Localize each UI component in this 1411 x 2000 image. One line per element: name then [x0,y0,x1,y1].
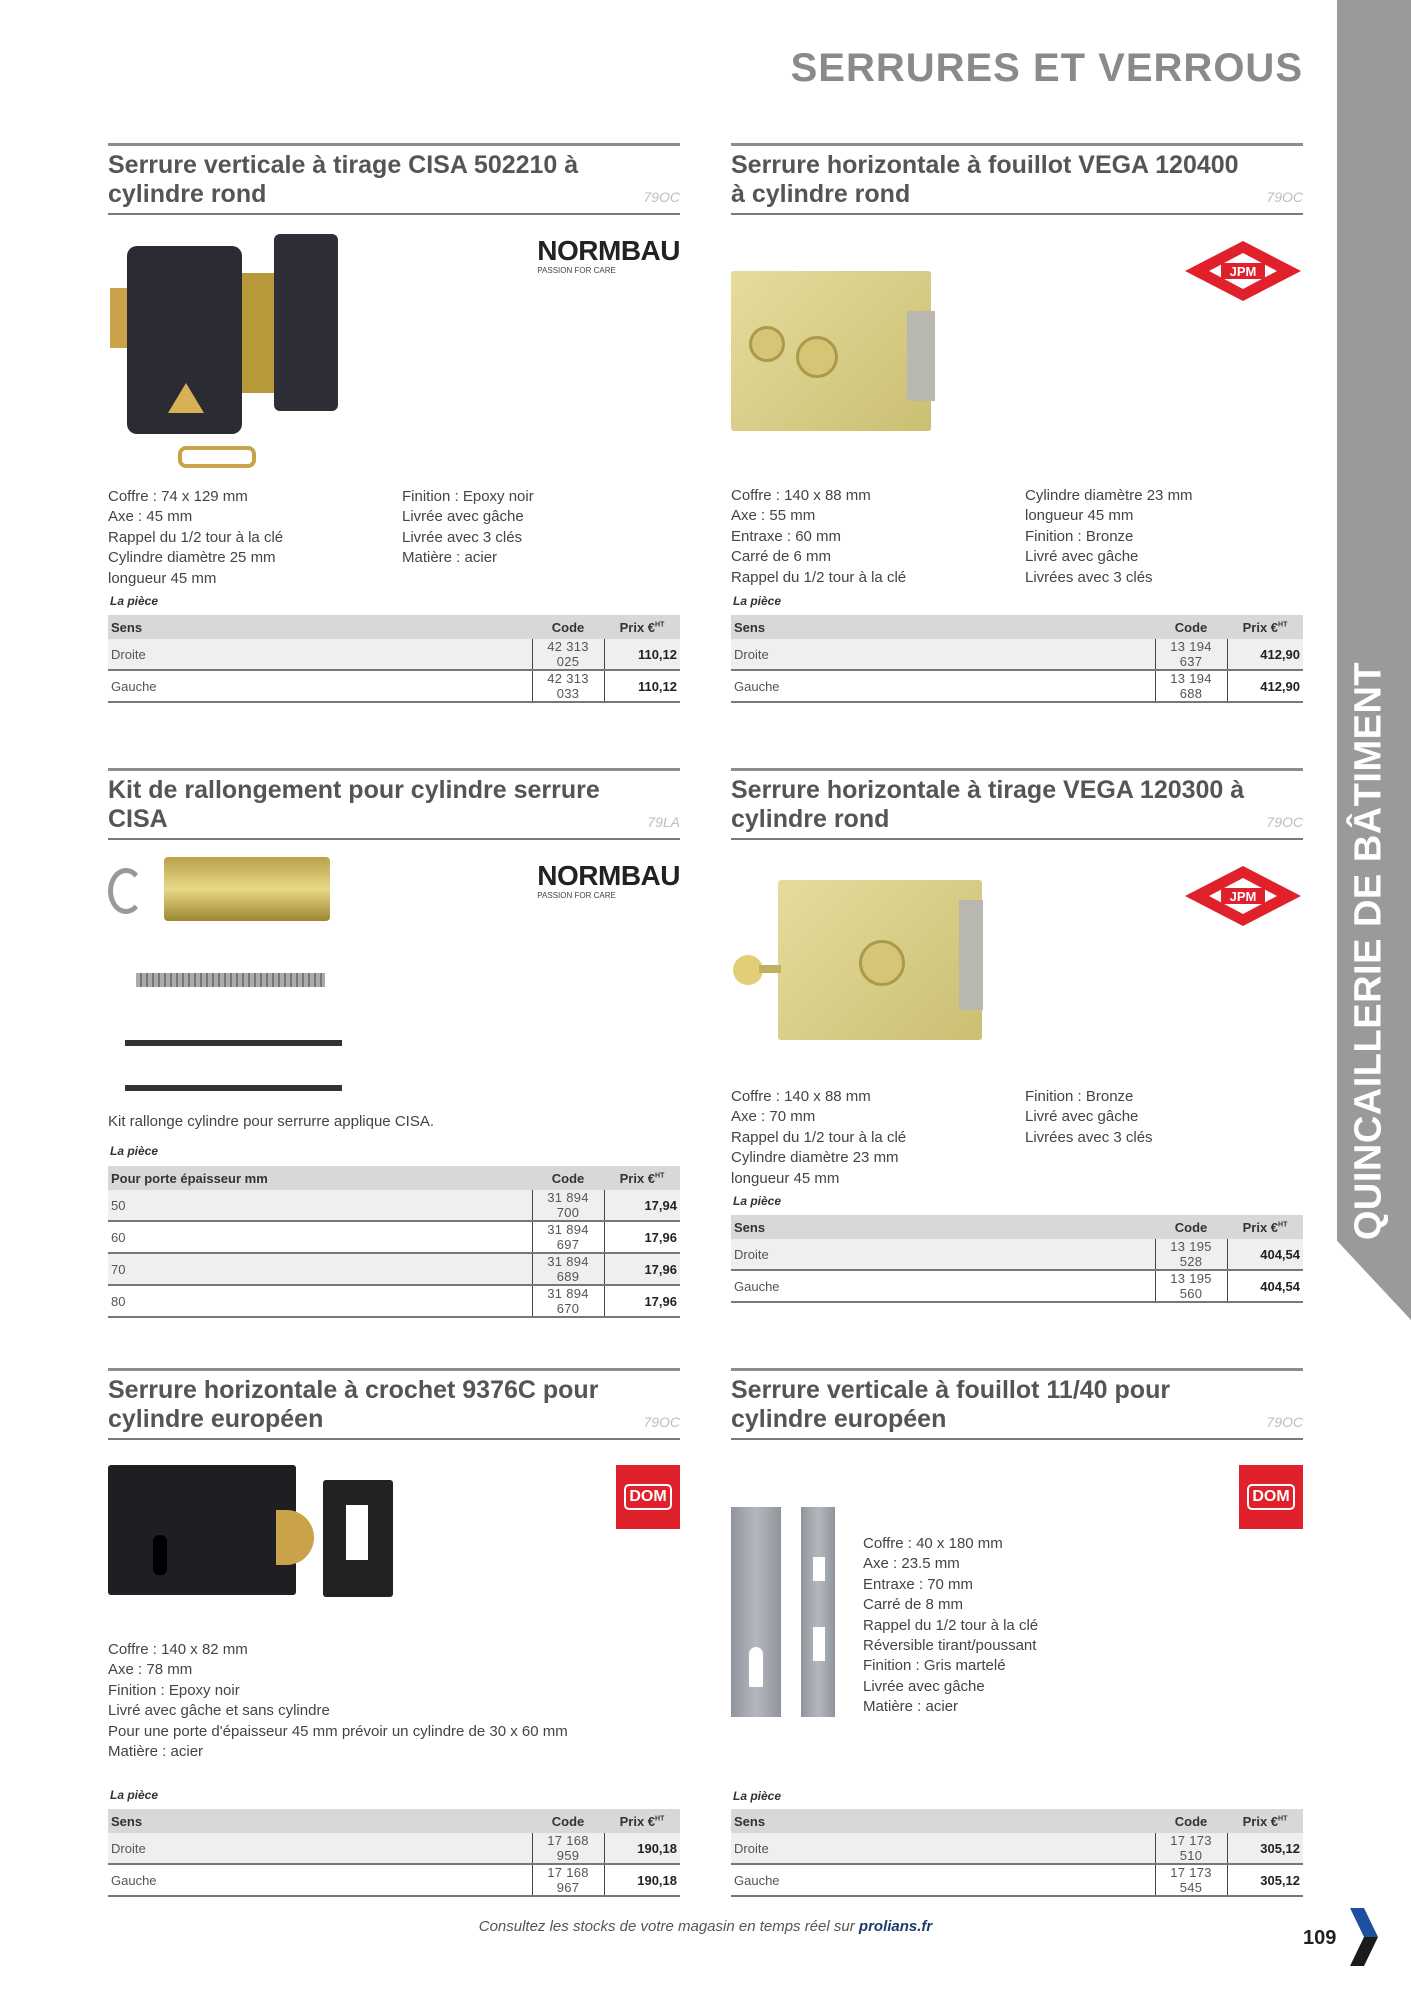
spec-list [1025,1087,1153,1148]
price-header-label: Prix € [1242,619,1279,635]
divider [108,143,680,146]
unit-label: La pièce [733,594,782,608]
column-header-price [604,1809,680,1833]
divider [108,1438,680,1440]
spec-line: Livré avec gâche [1025,1108,1139,1126]
table-header [731,615,1303,639]
table-row[interactable] [731,1270,1303,1302]
divider [731,1438,1303,1440]
brand-logo-jpm [1183,239,1303,303]
table-row[interactable] [108,1285,680,1317]
table-row[interactable] [731,1864,1303,1896]
cell-label: Gauche [108,670,532,702]
cell-code: 31 894 670 [532,1285,604,1317]
spec-line: Axe : 23.5 mm [863,1555,960,1573]
column-header-price [604,615,680,639]
cell-code: 42 313 025 [532,639,604,670]
spec-line: Cylindre diamètre 23 mm [731,1149,899,1167]
cell-price: 110,12 [604,670,680,702]
spec-line: Coffre : 140 x 82 mm [108,1641,248,1658]
cell-price: 404,54 [1227,1270,1303,1302]
column-header-price [1227,1809,1303,1833]
price-header-label: Prix € [1242,1219,1279,1235]
cell-label: 60 [108,1221,532,1253]
column-header-price [604,1166,680,1190]
product-panel [731,143,1303,703]
price-table [108,1166,680,1318]
spec-line: Livrée avec 3 clés [402,528,523,546]
cell-label: Gauche [108,1864,532,1896]
cell-label: Gauche [731,1864,1155,1896]
spec-line: Cylindre diamètre 25 mm [108,549,276,567]
column-header-label: Pour porte épaisseur mm [108,1166,532,1190]
spec-line: Rappel du 1/2 tour à la clé [108,528,284,546]
spec-list [731,486,906,588]
column-header-label: Sens [108,1809,532,1833]
product-panel [731,768,1303,1328]
cell-label: Droite [731,639,1155,670]
cell-label: 50 [108,1190,532,1221]
spec-line: Finition : Epoxy noir [402,488,534,505]
cell-price: 17,96 [604,1285,680,1317]
table-row[interactable] [108,1864,680,1896]
spec-line: Coffre : 140 x 88 mm [731,1088,871,1105]
cell-price: 412,90 [1227,639,1303,670]
divider [731,838,1303,840]
price-header-ht: HT [655,1172,665,1180]
divider [108,213,680,215]
cell-code: 13 194 688 [1155,670,1227,702]
side-category-label: QUINCAILLERIE DE BÂTIMENT [1347,661,1390,1241]
cell-label: Droite [108,1833,532,1864]
cell-code: 13 194 637 [1155,639,1227,670]
brand-logo-dom: DOM [616,1465,680,1529]
divider [731,143,1303,146]
price-table [731,615,1303,703]
product-ref: 79OC [643,189,680,205]
column-header-label: Sens [731,1809,1155,1833]
column-header-code: Code [532,615,604,639]
cell-price: 305,12 [1227,1833,1303,1864]
svg-text:JPM: JPM [1229,889,1257,904]
product-ref: 79OC [1266,189,1303,205]
product-image-lock [108,1465,398,1605]
brand-logo-dom: DOM [1239,1465,1303,1529]
spec-line: Kit rallonge cylindre pour serrurre applique CISA. [108,1113,434,1130]
unit-label: La pièce [110,594,159,608]
spec-line: longueur 45 mm [108,569,217,587]
spec-line: Livrées avec 3 clés [1025,568,1153,586]
product-image-lock [108,233,348,463]
spec-list [108,1640,568,1762]
product-panel [731,1368,1303,1928]
column-header-label: Sens [108,615,532,639]
page-number: 109 [1303,1927,1337,1949]
brand-logo-jpm [1183,864,1303,928]
price-header-label: Prix € [619,1170,656,1186]
column-header-label: Sens [731,1215,1155,1239]
table-row[interactable] [108,1833,680,1864]
product-ref: 79LA [647,814,680,830]
product-panel [108,143,680,703]
cell-label: Gauche [731,670,1155,702]
product-ref: 79OC [643,1414,680,1430]
footer-text: Consultez les stocks de votre magasin en temps réel sur [478,1918,859,1935]
brand-logo-normbau: NORMBAU PASSION FOR CARE [537,860,680,900]
cell-label: 70 [108,1253,532,1285]
cell-code: 17 168 959 [532,1833,604,1864]
table-row[interactable] [731,639,1303,670]
price-header-ht: HT [1278,621,1288,629]
product-panel [108,768,680,1328]
table-row[interactable] [108,639,680,670]
cell-price: 17,96 [604,1253,680,1285]
cell-price: 190,18 [604,1833,680,1864]
price-header-label: Prix € [1242,1813,1279,1829]
spec-line: Entraxe : 60 mm [731,527,842,545]
divider [108,768,680,771]
product-panel [108,1368,680,1928]
price-header-ht: HT [1278,1815,1288,1823]
spec-line: Livré avec gâche et sans cylindre [108,1702,330,1720]
cell-code: 17 173 545 [1155,1864,1227,1896]
column-header-code: Code [532,1166,604,1190]
cell-code: 42 313 033 [532,670,604,702]
table-header [108,1809,680,1833]
cell-code: 17 173 510 [1155,1833,1227,1864]
price-header-ht: HT [655,1815,665,1823]
unit-label: La pièce [110,1144,159,1158]
spec-list [1025,486,1193,588]
spec-line: longueur 45 mm [1025,507,1134,525]
price-header-ht: HT [1278,1221,1288,1229]
product-title: Serrure verticale à fouillot 11/40 pour cylindre européen [731,1376,1171,1433]
spec-list [108,1112,434,1132]
brand-logo-normbau: NORMBAU PASSION FOR CARE [537,235,680,275]
spec-list [863,1534,1038,1718]
product-ref: 79OC [1266,1414,1303,1430]
column-header-code: Code [1155,1809,1227,1833]
column-header-price [1227,1215,1303,1239]
product-title: Serrure horizontale à crochet 9376C pour cylindre européen [108,1376,599,1433]
table-row[interactable] [731,1239,1303,1270]
spec-line: longueur 45 mm [731,1169,840,1187]
cell-label: Droite [108,639,532,670]
spec-line: Axe : 55 mm [731,507,816,525]
cell-label: 80 [108,1285,532,1317]
spec-list [731,1087,906,1189]
spec-line: Livrée avec gâche [863,1677,985,1695]
spec-line: Réversible tirant/poussant [863,1637,1037,1655]
cell-code: 13 195 528 [1155,1239,1227,1270]
product-image-lock [731,271,941,436]
product-image-lock [731,880,991,1045]
column-header-price [1227,615,1303,639]
spec-line: Livrées avec 3 clés [1025,1128,1153,1146]
spec-line: Axe : 45 mm [108,508,193,526]
divider [731,213,1303,215]
product-title: Serrure horizontale à tirage VEGA 120300 à cylindre rond [731,776,1245,833]
column-header-code: Code [1155,1215,1227,1239]
spec-line: Livrée avec gâche [402,508,524,526]
table-header [731,1809,1303,1833]
product-image-lock [731,1507,841,1722]
price-table [731,1215,1303,1303]
divider [731,1368,1303,1371]
svg-text:JPM: JPM [1229,264,1257,279]
spec-line: Cylindre diamètre 23 mm [1025,487,1193,504]
divider [108,838,680,840]
price-header-label: Prix € [619,619,656,635]
section-title: SERRURES ET VERROUS [790,46,1303,90]
table-header [731,1215,1303,1239]
spec-line: Matière : acier [863,1698,959,1716]
price-table [108,1809,680,1897]
spec-list [402,487,534,569]
spec-line: Rappel du 1/2 tour à la clé [731,1128,907,1146]
divider [731,768,1303,771]
table-header [108,615,680,639]
product-title: Kit de rallongement pour cylindre serrure CISA [108,776,600,833]
table-row[interactable] [108,1190,680,1221]
unit-label: La pièce [733,1789,782,1803]
product-image-kit [108,848,348,1108]
product-title: Serrure horizontale à fouillot VEGA 120400 à cylindre rond [731,151,1239,208]
cell-label: Droite [731,1239,1155,1270]
cell-label: Gauche [731,1270,1155,1302]
table-row[interactable] [108,1221,680,1253]
price-header-label: Prix € [619,1813,656,1829]
cell-price: 110,12 [604,639,680,670]
footer-link[interactable]: prolians.fr [858,1918,933,1935]
spec-line: Finition : Bronze [1025,527,1134,545]
price-table [731,1809,1303,1897]
cell-label: Droite [731,1833,1155,1864]
table-row[interactable] [731,1833,1303,1864]
table-row[interactable] [108,670,680,702]
product-ref: 79OC [1266,814,1303,830]
spec-line: Carré de 8 mm [863,1596,964,1614]
cell-price: 305,12 [1227,1864,1303,1896]
unit-label: La pièce [733,1194,782,1208]
table-row[interactable] [731,670,1303,702]
price-header-ht: HT [655,621,665,629]
table-row[interactable] [108,1253,680,1285]
cell-code: 13 195 560 [1155,1270,1227,1302]
cell-code: 31 894 689 [532,1253,604,1285]
cell-price: 17,96 [604,1221,680,1253]
spec-line: Coffre : 40 x 180 mm [863,1535,1003,1552]
spec-line: Rappel du 1/2 tour à la clé [731,568,907,586]
column-header-code: Code [532,1809,604,1833]
cell-code: 31 894 697 [532,1221,604,1253]
spec-line: Rappel du 1/2 tour à la clé [863,1616,1039,1634]
table-header [108,1166,680,1190]
spec-line: Carré de 6 mm [731,548,832,566]
spec-line: Finition : Bronze [1025,1088,1134,1105]
cell-price: 190,18 [604,1864,680,1896]
cell-code: 17 168 967 [532,1864,604,1896]
spec-line: Finition : Epoxy noir [108,1681,240,1699]
chevron-right-icon [1348,1908,1378,1966]
cell-price: 404,54 [1227,1239,1303,1270]
product-title: Serrure verticale à tirage CISA 502210 à cylindre rond [108,151,579,208]
spec-line: Axe : 70 mm [731,1108,816,1126]
spec-line: Axe : 78 mm [108,1661,193,1679]
spec-line: Coffre : 140 x 88 mm [731,487,871,504]
cell-code: 31 894 700 [532,1190,604,1221]
spec-line: Matière : acier [108,1743,204,1761]
spec-line: Pour une porte d'épaisseur 45 mm prévoir un cylindre de 30 x 60 mm [108,1722,568,1740]
column-header-label: Sens [731,615,1155,639]
cell-price: 17,94 [604,1190,680,1221]
spec-line: Entraxe : 70 mm [863,1575,974,1593]
spec-line: Finition : Gris martelé [863,1657,1006,1675]
footer-note [0,1918,1411,1935]
column-header-code: Code [1155,615,1227,639]
price-table [108,615,680,703]
spec-line: Matière : acier [402,549,498,567]
divider [108,1368,680,1371]
unit-label: La pièce [110,1788,159,1802]
spec-line: Livré avec gâche [1025,548,1139,566]
spec-list [108,487,283,589]
cell-price: 412,90 [1227,670,1303,702]
spec-line: Coffre : 74 x 129 mm [108,488,248,505]
